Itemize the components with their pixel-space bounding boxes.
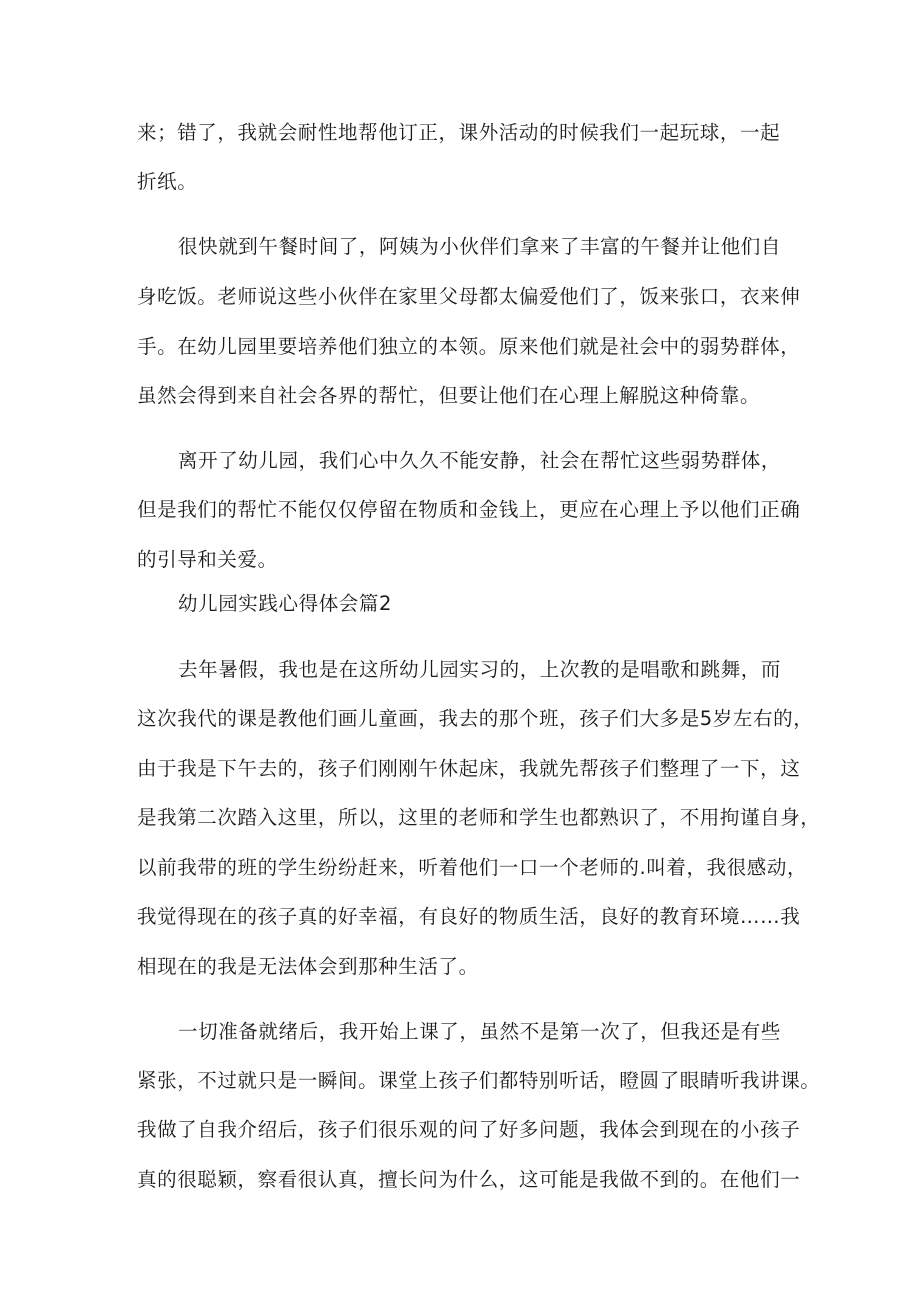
paragraph-line: 由于我是下午去的，孩子们刚刚午休起床，我就先帮孩子们整理了一下，这	[137, 757, 801, 780]
paragraph-line: 是我第二次踏入这里，所以，这里的老师和学生也都熟识了，不用拘谨自身，	[137, 806, 821, 829]
paragraph-line: 身吃饭。老师说这些小伙伴在家里父母都太偏爱他们了，饭来张口，衣来伸	[137, 285, 801, 308]
paragraph-line: 离开了幼儿园，我们心中久久不能安静，社会在帮忙这些弱势群体，	[178, 449, 782, 472]
paragraph-line: 一切准备就绪后，我开始上课了，虽然不是第一次了，但我还是有些	[178, 1020, 782, 1043]
paragraph-line: 相现在的我是无法体会到那种生活了。	[137, 955, 479, 978]
paragraph-line: 折纸。	[137, 170, 198, 193]
paragraph-line: 手。在幼儿园里要培养他们独立的本领。原来他们就是社会中的弱势群体，	[137, 335, 801, 358]
paragraph-line: 紧张，不过就只是一瞬间。课堂上孩子们都特别听话，瞪圆了眼睛听我讲课。	[137, 1069, 821, 1092]
section-heading: 幼儿园实践心得体会篇2	[178, 592, 393, 615]
paragraph-line: 我做了自我介绍后，孩子们很乐观的问了好多问题，我体会到现在的小孩子	[137, 1118, 801, 1141]
paragraph-line: 这次我代的课是教他们画儿童画，我去的那个班，孩子们大多是5岁左右的，	[137, 707, 814, 730]
paragraph-line: 来；错了，我就会耐性地帮他订正，课外活动的时候我们一起玩球，一起	[137, 121, 781, 144]
paragraph-line: 的引导和关爱。	[137, 548, 278, 571]
paragraph-line: 很快就到午餐时间了，阿姨为小伙伴们拿来了丰富的午餐并让他们自	[178, 235, 782, 258]
paragraph-line: 以前我带的班的学生纷纷赶来，听着他们一口一个老师的.叫着，我很感动，	[137, 856, 808, 879]
paragraph-line: 去年暑假，我也是在这所幼儿园实习的，上次教的是唱歌和跳舞，而	[178, 658, 782, 681]
paragraph-line: 虽然会得到来自社会各界的帮忙，但要让他们在心理上解脱这种倚靠。	[137, 384, 761, 407]
paragraph-line: 真的很聪颖，察看很认真，擅长问为什么，这可能是我做不到的。在他们一	[137, 1168, 801, 1191]
paragraph-line: 但是我们的帮忙不能仅仅停留在物质和金钱上，更应在心理上予以他们正确	[137, 498, 801, 521]
paragraph-line: 我觉得现在的孩子真的好幸福，有良好的物质生活，良好的教育环境……我	[137, 905, 801, 928]
